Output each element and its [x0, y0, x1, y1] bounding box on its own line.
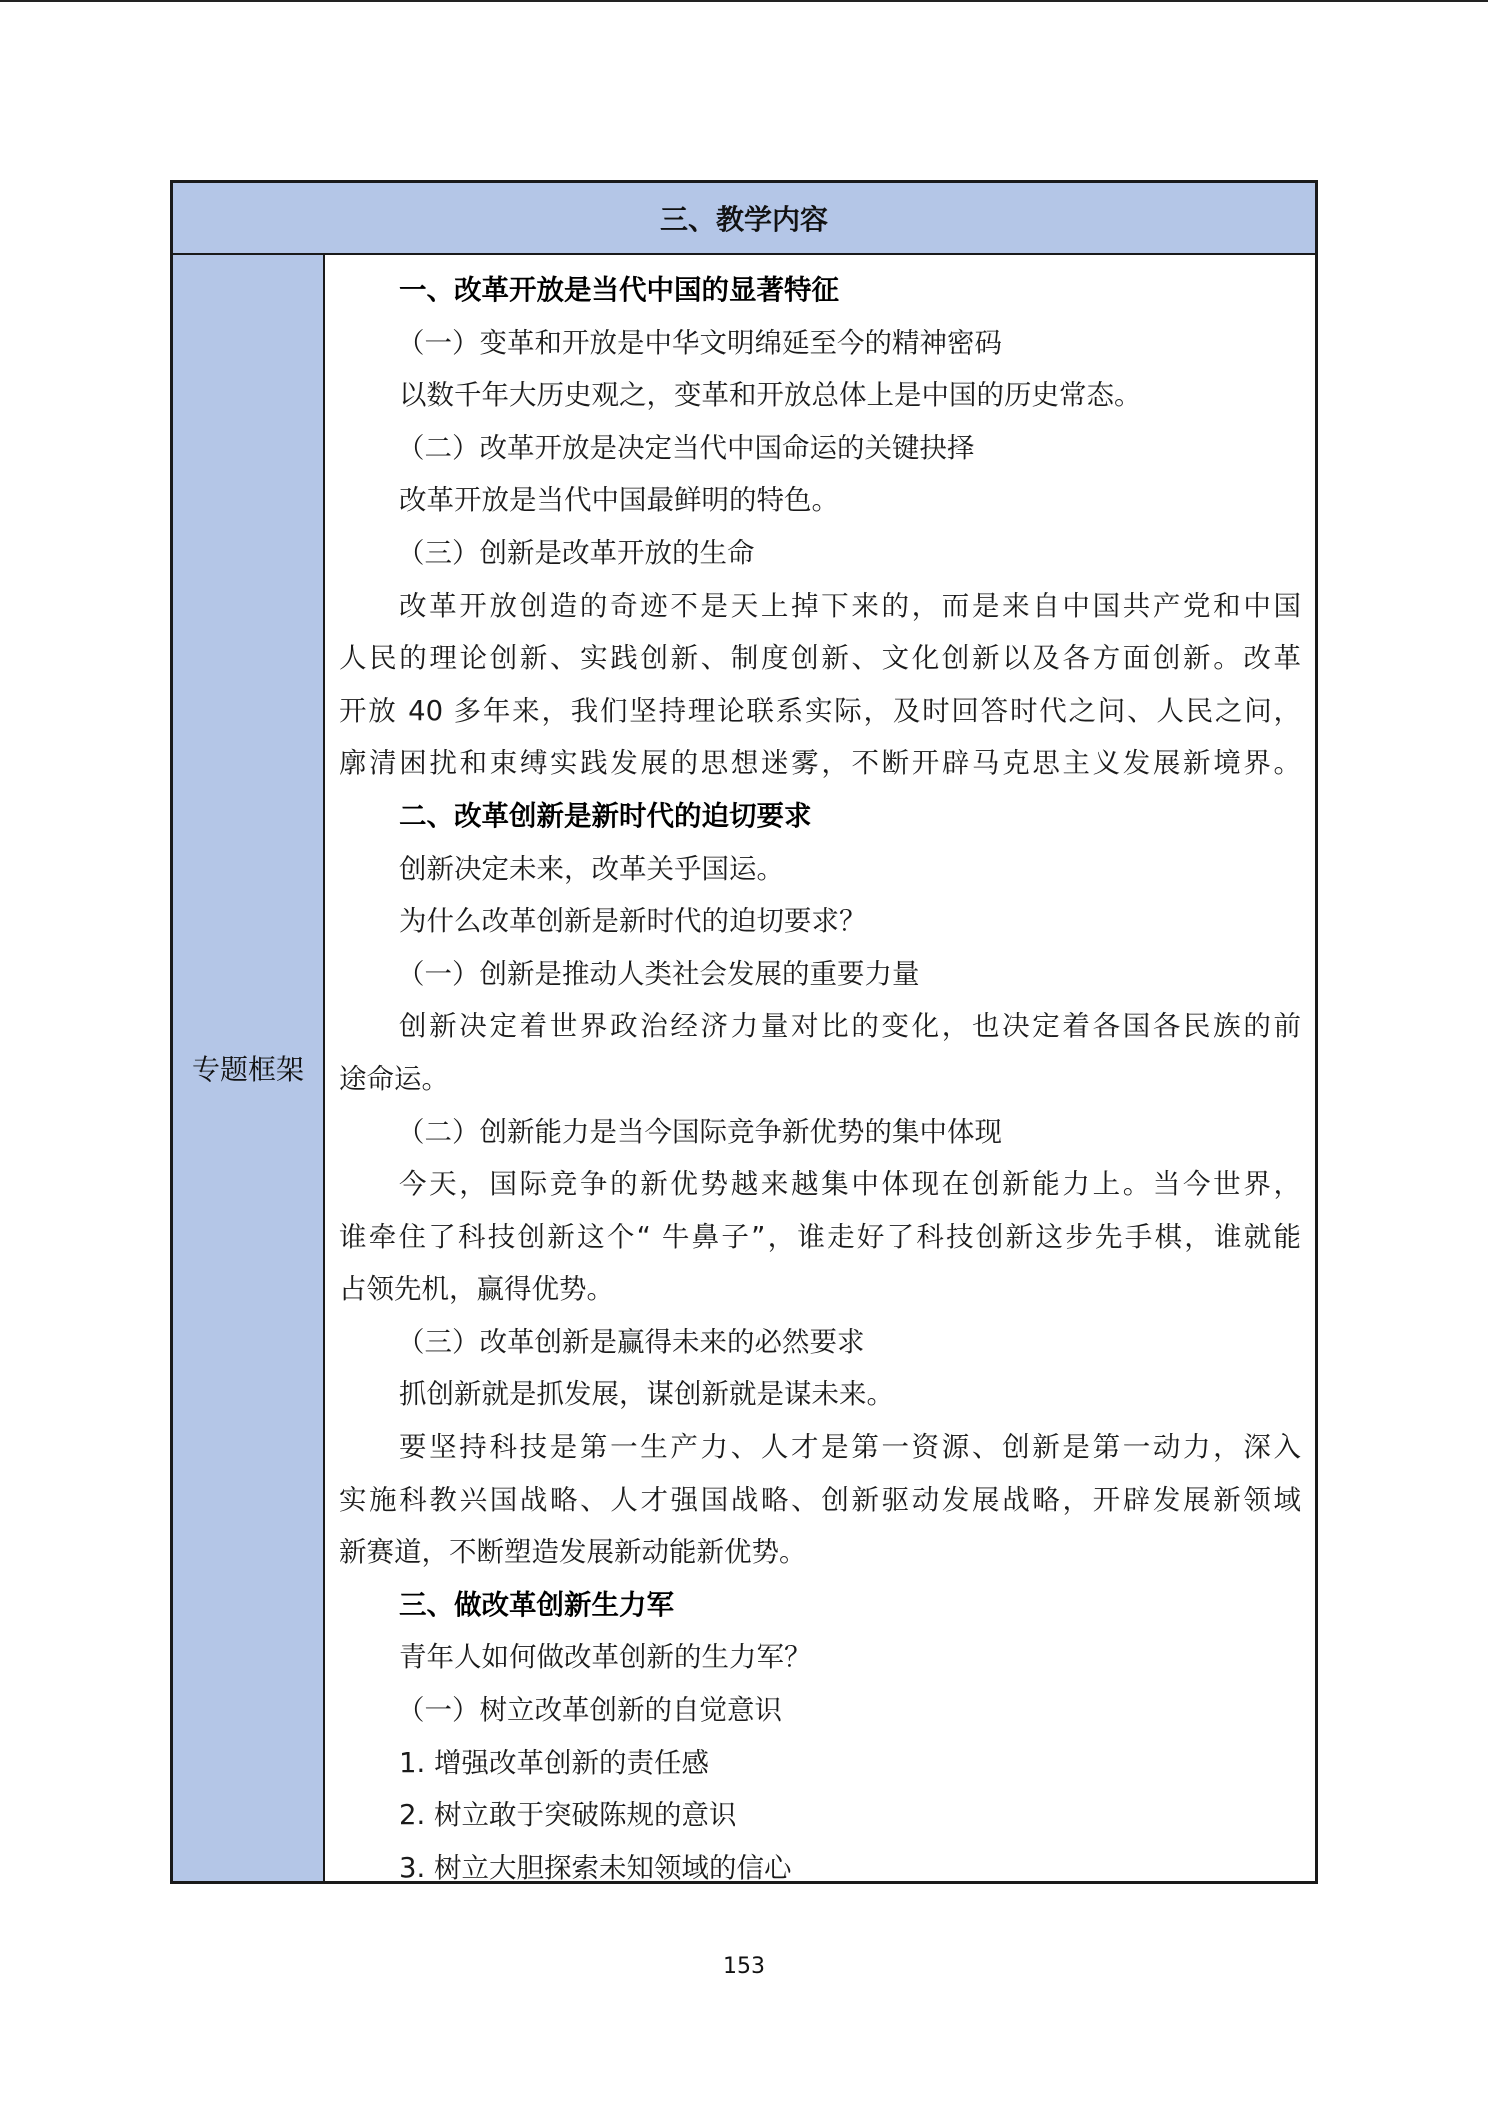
paragraph-line: 改革开放创造的奇迹不是天上掉下来的，而是来自中国共产党和中国 [399, 589, 1301, 622]
section-heading-2: 二、改革创新是新时代的迫切要求 [399, 799, 812, 832]
paragraph-line: 今天，国际竞争的新优势越来越集中体现在创新能力上。当今世界， [399, 1168, 1301, 1201]
subheading-1-1: （一）变革和开放是中华文明绵延至今的精神密码 [397, 326, 1002, 359]
paragraph-line: 途命运。 [339, 1062, 449, 1095]
section-heading-3: 三、做改革创新生力军 [399, 1588, 674, 1621]
section-heading-1: 一、改革开放是当代中国的显著特征 [399, 274, 839, 306]
content-cell [325, 255, 1315, 1884]
paragraph: 青年人如何做改革创新的生力军？ [399, 1641, 812, 1674]
table-header [173, 183, 1315, 255]
side-label: 专题框架 [191, 1053, 304, 1086]
subheading-1-2: （二）改革开放是决定当代中国命运的关键抉择 [397, 431, 975, 464]
page-number: 153 [723, 1954, 765, 1979]
subheading-1-3: （三）创新是改革开放的生命 [397, 536, 755, 569]
paragraph: 以数千年大历史观之，变革和开放总体上是中国的历史常态。 [399, 379, 1142, 412]
paragraph-line: 廓清困扰和束缚实践发展的思想迷雾，不断开辟马克思主义发展新境界。 [339, 747, 1301, 780]
side-label-cell [173, 255, 325, 1881]
subheading-3-1: （一）树立改革创新的自觉意识 [397, 1694, 782, 1727]
paragraph-line: 实施科教兴国战略、人才强国战略、创新驱动发展战略，开辟发展新领域 [339, 1483, 1301, 1516]
paragraph-line: 占领先机，赢得优势。 [339, 1273, 614, 1306]
list-item: 2. 树立敢于突破陈规的意识 [399, 1799, 737, 1832]
paragraph-line: 新赛道，不断塑造发展新动能新优势。 [339, 1536, 807, 1569]
paragraph-line: 人民的理论创新、实践创新、制度创新、文化创新以及各方面创新。改革 [339, 642, 1301, 675]
paragraph-line: 谁牵住了科技创新这个“ 牛鼻子”，谁走好了科技创新这步先手棋，谁就能 [339, 1220, 1301, 1253]
paragraph: 创新决定未来，改革关乎国运。 [399, 852, 784, 885]
subheading-2-1: （一）创新是推动人类社会发展的重要力量 [397, 957, 920, 990]
paragraph-line: 开放 40 多年来，我们坚持理论联系实际，及时回答时代之问、人民之问， [339, 694, 1301, 727]
paragraph: 抓创新就是抓发展，谋创新就是谋未来。 [399, 1378, 894, 1411]
paragraph-line: 要坚持科技是第一生产力、人才是第一资源、创新是第一动力，深入 [399, 1431, 1301, 1464]
paragraph-line: 创新决定着世界政治经济力量对比的变化，也决定着各国各民族的前 [399, 1010, 1301, 1043]
subheading-2-3: （三）改革创新是赢得未来的必然要求 [397, 1325, 865, 1358]
paragraph: 为什么改革创新是新时代的迫切要求？ [399, 905, 867, 938]
table-header-title: 三、教学内容 [659, 203, 828, 236]
subheading-2-2: （二）创新能力是当今国际竞争新优势的集中体现 [397, 1115, 1002, 1148]
list-item: 1. 增强改革创新的责任感 [399, 1746, 709, 1779]
list-item: 3. 树立大胆探索未知领域的信心 [399, 1851, 792, 1884]
teaching-content-table [170, 180, 1318, 1884]
page-top-border [0, 0, 1488, 2]
paragraph: 改革开放是当代中国最鲜明的特色。 [399, 484, 839, 517]
